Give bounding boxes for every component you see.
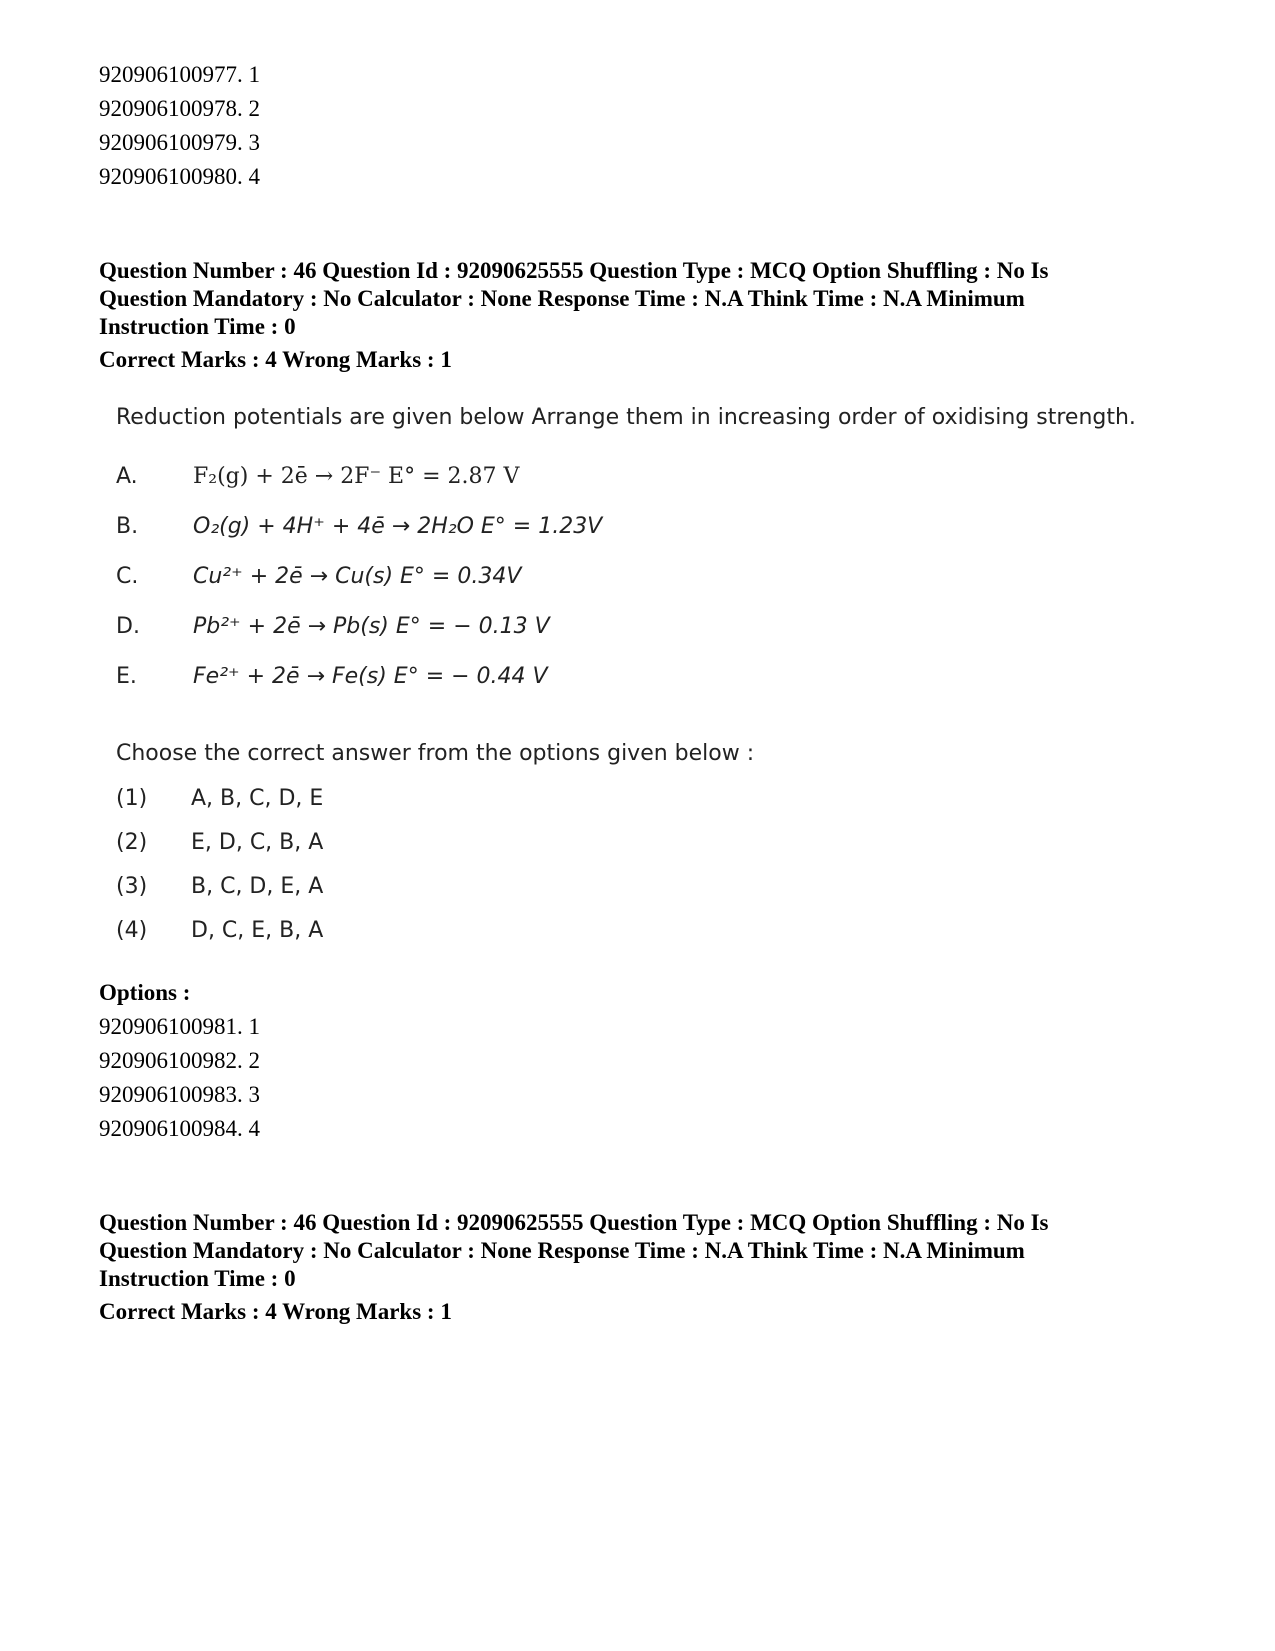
option-line (99, 58, 1179, 92)
reaction-item (116, 504, 1179, 554)
option-value: 1 (248, 1014, 260, 1039)
choose-instruction: Choose the correct answer from the options given below : (116, 741, 755, 766)
exam-page (99, 58, 1179, 1326)
question-header (99, 1209, 1179, 1293)
reaction-item (116, 454, 1179, 504)
answer-choice (116, 822, 1179, 866)
reaction-equation: Pb²⁺ + 2ē → Pb(s) E° = − 0.13 V (193, 614, 550, 639)
reaction-label: D. (116, 614, 140, 639)
choice-value: E, D, C, B, A (191, 830, 324, 855)
option-value: 2 (248, 1048, 260, 1073)
option-value: 2 (248, 96, 260, 121)
header-line: Question Number : 46 Question Id : 92090625555 Question Type : MCQ Option Shuffling : No Is (99, 1210, 1049, 1235)
option-line (99, 1078, 1179, 1112)
option-line (99, 160, 1179, 194)
option-line (99, 126, 1179, 160)
option-value: 4 (248, 1116, 260, 1141)
option-value: 3 (248, 1082, 260, 1107)
option-id: 920906100979. (99, 130, 243, 155)
header-line: Instruction Time : 0 (99, 314, 296, 339)
question-header (99, 257, 1179, 341)
reaction-label: C. (116, 564, 139, 589)
option-value: 3 (248, 130, 260, 155)
reaction-item (116, 554, 1179, 604)
option-line (99, 1010, 1179, 1044)
header-line: Question Mandatory : No Calculator : None Response Time : N.A Think Time : N.A Minimum (99, 1238, 1025, 1263)
question-body (116, 401, 1179, 954)
reaction-item (116, 654, 1179, 704)
question-marks: Correct Marks : 4 Wrong Marks : 1 (99, 1299, 452, 1324)
reaction-equation: Fe²⁺ + 2ē → Fe(s) E° = − 0.44 V (193, 664, 548, 689)
option-line (99, 1112, 1179, 1146)
choice-number: (2) (116, 830, 148, 855)
option-id: 920906100978. (99, 96, 243, 121)
header-line: Instruction Time : 0 (99, 1266, 296, 1291)
option-value: 1 (248, 62, 260, 87)
option-id: 920906100981. (99, 1014, 243, 1039)
question-block (99, 1209, 1179, 1326)
question-marks: Correct Marks : 4 Wrong Marks : 1 (99, 347, 452, 372)
choice-value: B, C, D, E, A (191, 874, 324, 899)
reaction-equation: O₂(g) + 4H⁺ + 4ē → 2H₂O E° = 1.23V (193, 514, 603, 539)
reaction-equation: F₂(g) + 2ē → 2F⁻ E° = 2.87 V (193, 464, 520, 489)
previous-options-list (99, 58, 1179, 194)
choice-number: (4) (116, 918, 148, 943)
options-list (99, 1010, 1179, 1146)
option-id: 920906100983. (99, 1082, 243, 1107)
question-block (99, 257, 1179, 1146)
question-text: Reduction potentials are given below Arrange them in increasing order of oxidising strength. (116, 405, 1136, 430)
reaction-label: E. (116, 664, 137, 689)
header-line: Question Number : 46 Question Id : 92090625555 Question Type : MCQ Option Shuffling : No Is (99, 258, 1049, 283)
reaction-equation: Cu²⁺ + 2ē → Cu(s) E° = 0.34V (193, 564, 522, 589)
answer-choice (116, 778, 1179, 822)
option-id: 920906100977. (99, 62, 243, 87)
reaction-label: B. (116, 514, 139, 539)
reaction-item (116, 604, 1179, 654)
reaction-label: A. (116, 464, 138, 489)
option-id: 920906100982. (99, 1048, 243, 1073)
choice-number: (3) (116, 874, 148, 899)
choice-value: D, C, E, B, A (191, 918, 324, 943)
answer-choice (116, 910, 1179, 954)
option-id: 920906100980. (99, 164, 243, 189)
option-line (99, 92, 1179, 126)
header-line: Question Mandatory : No Calculator : None Response Time : N.A Think Time : N.A Minimum (99, 286, 1025, 311)
choice-number: (1) (116, 786, 148, 811)
option-value: 4 (248, 164, 260, 189)
option-id: 920906100984. (99, 1116, 243, 1141)
options-title: Options : (99, 980, 191, 1005)
choice-value: A, B, C, D, E (191, 786, 324, 811)
answer-choice (116, 866, 1179, 910)
option-line (99, 1044, 1179, 1078)
